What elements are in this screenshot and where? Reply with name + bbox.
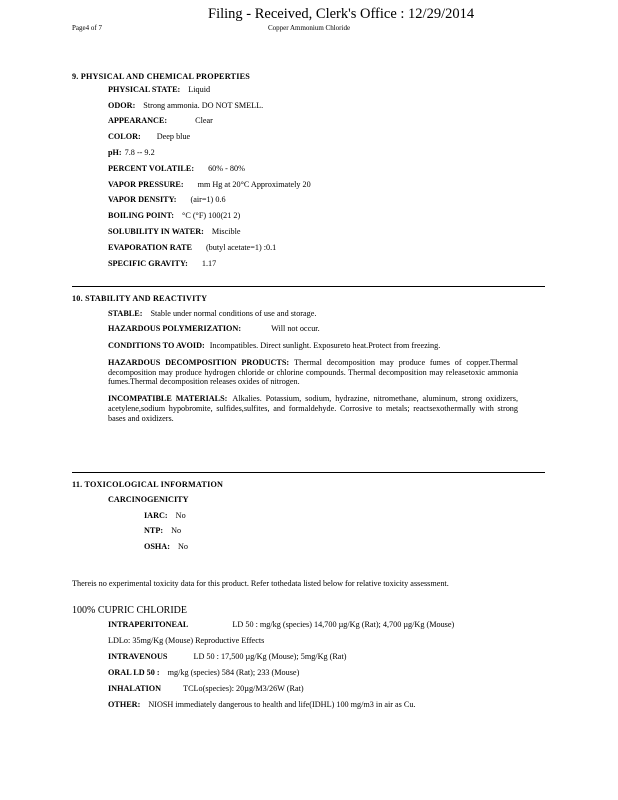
property-value: °C (°F) 100(21 2) <box>182 211 241 221</box>
intravenous-label: INTRAVENOUS <box>108 652 168 662</box>
carc-row-osha <box>144 542 546 558</box>
ldlo-value: LDLo: 35mg/Kg (Mouse) Reproductive Effects <box>108 636 265 646</box>
other-row <box>108 700 546 716</box>
polymerization-row <box>108 324 546 341</box>
property-label: pH: <box>108 148 122 158</box>
other-label: OTHER: <box>108 700 141 710</box>
polymerization-value: Will not occur. <box>271 324 320 334</box>
intraperitoneal-label: INTRAPERITONEAL <box>108 620 189 630</box>
oral-row <box>108 668 546 684</box>
property-row <box>108 227 546 243</box>
section-toxicological-information <box>72 480 546 716</box>
property-label: SPECIFIC GRAVITY: <box>108 258 188 268</box>
incompatible-label: INCOMPATIBLE MATERIALS: <box>108 394 228 404</box>
property-value: Miscible <box>211 227 241 237</box>
property-row <box>108 116 546 132</box>
conditions-label: CONDITIONS TO AVOID: <box>108 340 205 350</box>
property-row <box>108 132 546 148</box>
property-value: 1.17 <box>201 258 217 268</box>
property-value: Deep blue <box>156 132 191 142</box>
section-title: 9. PHYSICAL AND CHEMICAL PROPERTIES <box>72 72 250 81</box>
decomposition-value: Thermal decomposition may produce fumes of copper.Thermal decomposition may produce hydrogen chloride or chlorine compounds. Thermal decomposition may releasetoxic ammonia fumes.Thermal decomposition releases oxides of nitrogen. <box>108 357 519 387</box>
carc-row-iarc <box>144 511 546 527</box>
stable-value: Stable under normal conditions of use and storage. <box>150 308 317 318</box>
oral-label: ORAL LD 50 : <box>108 668 160 678</box>
intraperitoneal-row <box>108 620 546 636</box>
property-list <box>72 85 546 275</box>
carc-value: No <box>175 510 186 520</box>
property-value: Clear <box>195 116 213 126</box>
oral-value: mg/kg (species) 584 (Rat); 233 (Mouse) <box>167 668 300 678</box>
property-row <box>108 148 546 164</box>
stable-label: STABLE: <box>108 308 143 318</box>
property-value: Strong ammonia. DO NOT SMELL. <box>143 100 264 110</box>
property-label: BOILING POINT: <box>108 211 175 221</box>
property-row <box>108 259 546 275</box>
decomposition-label: HAZARDOUS DECOMPOSITION PRODUCTS: <box>108 357 290 367</box>
filing-stamp: Filing - Received, Clerk's Office : 12/29/2014 <box>208 6 475 22</box>
property-label: VAPOR DENSITY: <box>108 195 177 205</box>
property-row <box>108 243 546 259</box>
chemical-header: 100% CUPRIC CHLORIDE <box>72 605 188 617</box>
property-label: VAPOR PRESSURE: <box>108 179 184 189</box>
property-row <box>108 164 546 180</box>
property-label: SOLUBILITY IN WATER: <box>108 227 204 237</box>
other-value: NIOSH immediately dangerous to health and life(IDHL) 100 mg/m3 in air as Cu. <box>148 700 416 710</box>
conditions-paragraph <box>108 341 518 351</box>
property-value: Liquid <box>188 84 211 94</box>
section-stability-reactivity <box>72 294 546 424</box>
intravenous-row <box>108 652 546 668</box>
carc-value: No <box>171 526 182 536</box>
property-label: APPEARANCE: <box>108 116 168 126</box>
property-row <box>108 101 546 117</box>
property-label: COLOR: <box>108 132 141 142</box>
property-value: (butyl acetate=1) :0.1 <box>205 242 277 252</box>
section-divider <box>72 286 545 287</box>
section-physical-chemical-properties <box>72 72 546 274</box>
property-row <box>108 211 546 227</box>
carc-label: IARC: <box>144 510 168 520</box>
property-row <box>108 180 546 196</box>
section-title: 11. TOXICOLOGICAL INFORMATION <box>72 480 224 489</box>
carcinogenicity-label: CARCINOGENICITY <box>108 494 189 504</box>
property-value: 7.8 -- 9.2 <box>124 148 155 158</box>
incompatible-paragraph <box>108 394 518 424</box>
carc-value: No <box>177 541 188 551</box>
page-number: Page4 of 7 <box>72 24 102 32</box>
product-name: Copper Ammonium Chloride <box>268 24 351 32</box>
property-label: PHYSICAL STATE: <box>108 84 181 94</box>
property-value: 60% - 80% <box>208 163 245 173</box>
section-title: 10. STABILITY AND REACTIVITY <box>72 294 208 303</box>
conditions-value: Incompatibles. Direct sunlight. Exposureto heat.Protect from freezing. <box>209 340 441 350</box>
inhalation-label: INHALATION <box>108 684 162 694</box>
stable-row <box>108 309 546 325</box>
carc-label: NTP: <box>144 526 164 536</box>
intravenous-value: LD 50 : 17,500 µg/Kg (Mouse); 5mg/Kg (Rat) <box>193 652 347 662</box>
property-value: mm Hg at 20°C Approximately 20 <box>197 179 311 189</box>
property-row <box>108 85 546 101</box>
property-label: EVAPORATION RATE <box>108 242 192 252</box>
inhalation-row <box>108 684 546 700</box>
intraperitoneal-value: LD 50 : mg/kg (species) 14,700 µg/Kg (Rat); 4,700 µg/Kg (Mouse) <box>232 620 455 630</box>
ldlo-row <box>108 636 546 652</box>
property-label: PERCENT VOLATILE: <box>108 163 195 173</box>
toxicity-statement: Thereis no experimental toxicity data for this product. Refer tothedata listed below for relative toxicity assessment. <box>72 579 449 589</box>
incompatible-value: Alkalies. Potassium, sodium, hydrazine, nitromethane, aluminum, strong oxidizers, acetylene,sodium hypobromite, sulfides,sulfites, and formaldehyde. Corrosive to metals; reactsexothermally with strong bases and oxidizers. <box>108 394 518 423</box>
property-value: (air=1) 0.6 <box>190 195 226 205</box>
decomposition-paragraph <box>108 358 518 388</box>
inhalation-value: TCLo(species): 20µg/M3/26W (Rat) <box>183 684 304 694</box>
section-divider <box>72 472 545 473</box>
property-row <box>108 195 546 211</box>
property-label: ODOR: <box>108 100 136 110</box>
polymerization-label: HAZARDOUS POLYMERIZATION: <box>108 324 242 334</box>
carc-row-ntp <box>144 526 546 542</box>
carc-label: OSHA: <box>144 541 170 551</box>
